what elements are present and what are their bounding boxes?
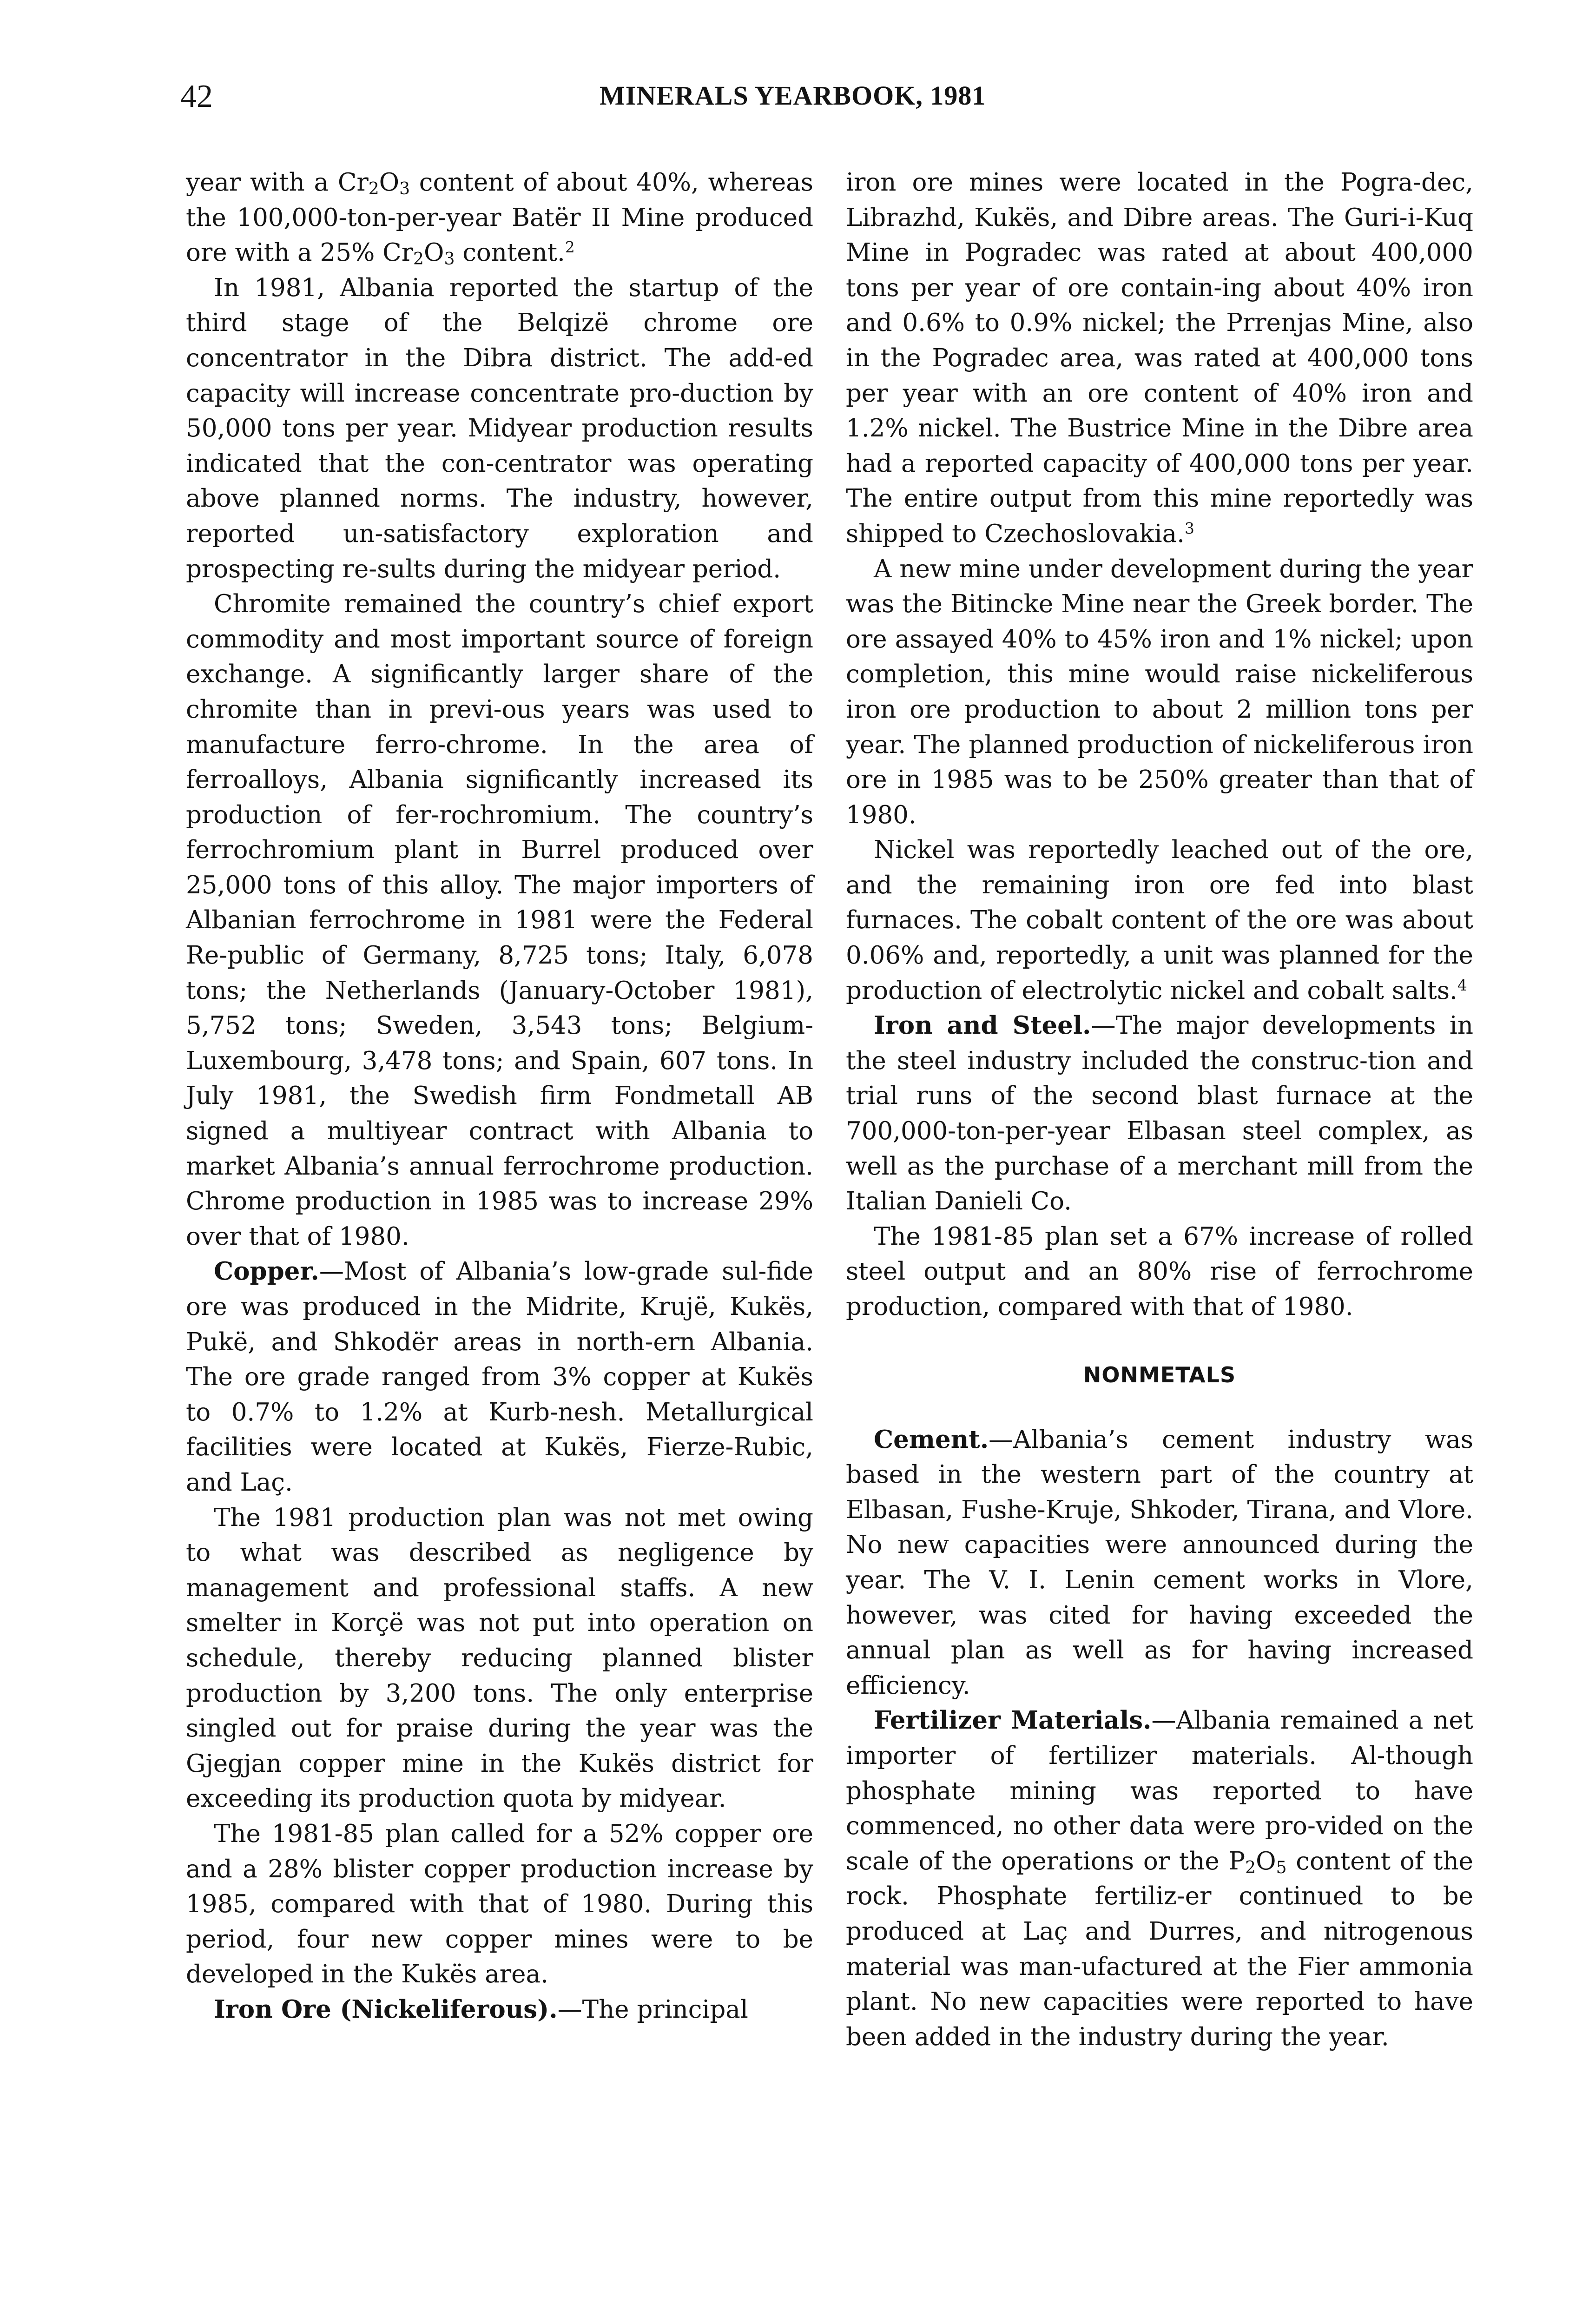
iron-ore-heading: Iron Ore (Nickeliferous). (214, 1994, 558, 2024)
paragraph-iron-and-steel: Iron and Steel.—The major developments in the steel industry included the construc-tion and trial runs of the second blast furnace at the 700,000-ton-per-year Elbasan steel complex, as well as the purchase of a merchant mill from the Italian Danieli Co. (846, 1011, 1473, 1216)
paragraph-copper-plan-1981: The 1981 production plan was not met owing to what was described as negligence by management and professional staffs. A new smelter in Korçë was not put into operation on schedule, thereby reducing planned blister production by 3,200 tons. The only enterprise singled out for praise during the year was the Gjegjan copper mine in the Kukës district for exceeding its production quota by midyear. (186, 1503, 813, 1813)
footnote-marker: 2 (565, 238, 575, 257)
running-title: MINERALS YEARBOOK, 1981 (600, 80, 986, 111)
paragraph-nickel: Nickel was reportedly leached out of the ore, and the remaining iron ore fed into blast furnaces. The cobalt content of the ore was about 0.06% and, reportedly, a unit was planned for the production of electrolytic nickel and cobalt salts.$^4$ (846, 836, 1473, 1005)
paragraph-belqize-concentrator: In 1981, Albania reported the startup of the third stage of the Belqizë chrome ore concentrator in the Dibra district. The add-ed capacity will increase concentrate pro-duction by 50,000 tons per year. Midyear production results indicated that the con-centrator was operating above planned norms. The industry, however, reported un-satisfactory exploration and prospecting re-sults during the midyear period. (186, 273, 813, 583)
iron-steel-heading: Iron and Steel. (874, 1011, 1091, 1040)
paragraph-bitincke-mine: A new mine under development during the year was the Bitincke Mine near the Greek border. The ore assayed 40% to 45% iron and 1% nickel; upon completion, this mine would raise nickeliferous iron ore production to about 2 million tons per year. The planned production of nickeliferous iron ore in 1985 was to be 250% greater than that of 1980. (846, 555, 1473, 829)
fertilizer-heading: Fertilizer Materials. (874, 1706, 1152, 1735)
left-column (186, 165, 813, 2027)
section-heading-nonmetals: NONMETALS (1083, 1362, 1236, 1387)
paragraph-chromite-mines: year with a $Cr_2O_3$ content of about 40%, whereas the 100,000-ton-per-year Batër II Mine produced ore with a 25% $Cr_2O_3$ content.$^2$ (186, 168, 813, 269)
paragraph-steel-plan: The 1981-85 plan set a 67% increase of rolled steel output and an 80% rise of ferrochrome production, compared with that of 1980. (846, 1222, 1473, 1321)
copper-heading: Copper. (214, 1257, 319, 1286)
page-number: 42 (180, 79, 213, 114)
paragraph-copper-plan-1981-85: The 1981-85 plan called for a 52% copper ore and a 28% blister copper production increase by 1985, compared with that of 1980. During this period, four new copper mines were to be developed in the Kukës area. (186, 1819, 813, 1989)
page-header (0, 70, 1569, 121)
paragraph-iron-ore: Iron Ore (Nickeliferous).—The principal (214, 1994, 748, 2024)
footnote-marker: 4 (1457, 976, 1467, 994)
footnote-marker: 3 (1185, 519, 1194, 537)
right-column (846, 165, 1473, 2054)
paragraph-copper: Copper.—Most of Albania’s low-grade sul-fide ore was produced in the Midrite, Krujë, Kukës, Pukë, and Shkodër areas in north-ern Albania. The ore grade ranged from 3% copper at Kukës to 0.7% to 1.2% at Kurb-nesh. Metallurgical facilities were located at Kukës, Fierze-Rubic, and Laç. (186, 1257, 813, 1497)
paragraph-cement: Cement.—Albania’s cement industry was based in the western part of the country at Elbasan, Fushe-Kruje, Shkoder, Tirana, and Vlore. No new capacities were announced during the year. The V. I. Lenin cement works in Vlore, however, was cited for having exceeded the annual plan as well as for having increased efficiency. (846, 1425, 1473, 1700)
paragraph-fertilizer: Fertilizer Materials.—Albania remained a net importer of fertilizer materials. Al-though phosphate mining was reported to have commenced, no other data were pro-vided on the scale of the operations or the $P_2O_5$ content of the rock. Phosphate fertiliz-er continued to be produced at Laç and Durres, and nitrogenous material was man-ufactured at the Fier ammonia plant. No new capacities were reported to have been added in the industry during the year. (846, 1706, 1474, 2051)
paragraph-iron-ore-mines: iron ore mines were located in the Pogra-dec, Librazhd, Kukës, and Dibre areas. The Guri-i-Kuq Mine in Pogradec was rated at about 400,000 tons per year of ore contain-ing about 40% iron and 0.6% to 0.9% nickel; the Prrenjas Mine, also in the Pogradec area, was rated at 400,000 tons per year with an ore content of 40% iron and 1.2% nickel. The Bustrice Mine in the Dibre area had a reported capacity of 400,000 tons per year. The entire output from this mine reportedly was shipped to Czechoslovakia.$^3$ (846, 168, 1473, 548)
cement-heading: Cement. (874, 1425, 989, 1454)
paragraph-chromite-exports: Chromite remained the country’s chief export commodity and most important source of foreign exchange. A significantly larger share of the chromite than in previ-ous years was used to manufacture ferro-chrome. In the area of ferroalloys, Albania significantly increased its production of fer-rochromium. The country’s ferrochromium plant in Burrel produced over 25,000 tons of this alloy. The major importers of Albanian ferrochrome in 1981 were the Federal Re-public of Germany, 8,725 tons; Italy, 6,078 tons; the Netherlands (January-October 1981), 5,752 tons; Sweden, 3,543 tons; Belgium-Luxembourg, 3,478 tons; and Spain, 607 tons. In July 1981, the Swedish firm Fondmetall AB signed a multiyear contract with Albania to market Albania’s annual ferrochrome production. Chrome production in 1985 was to increase 29% over that of 1980. (186, 590, 813, 1251)
